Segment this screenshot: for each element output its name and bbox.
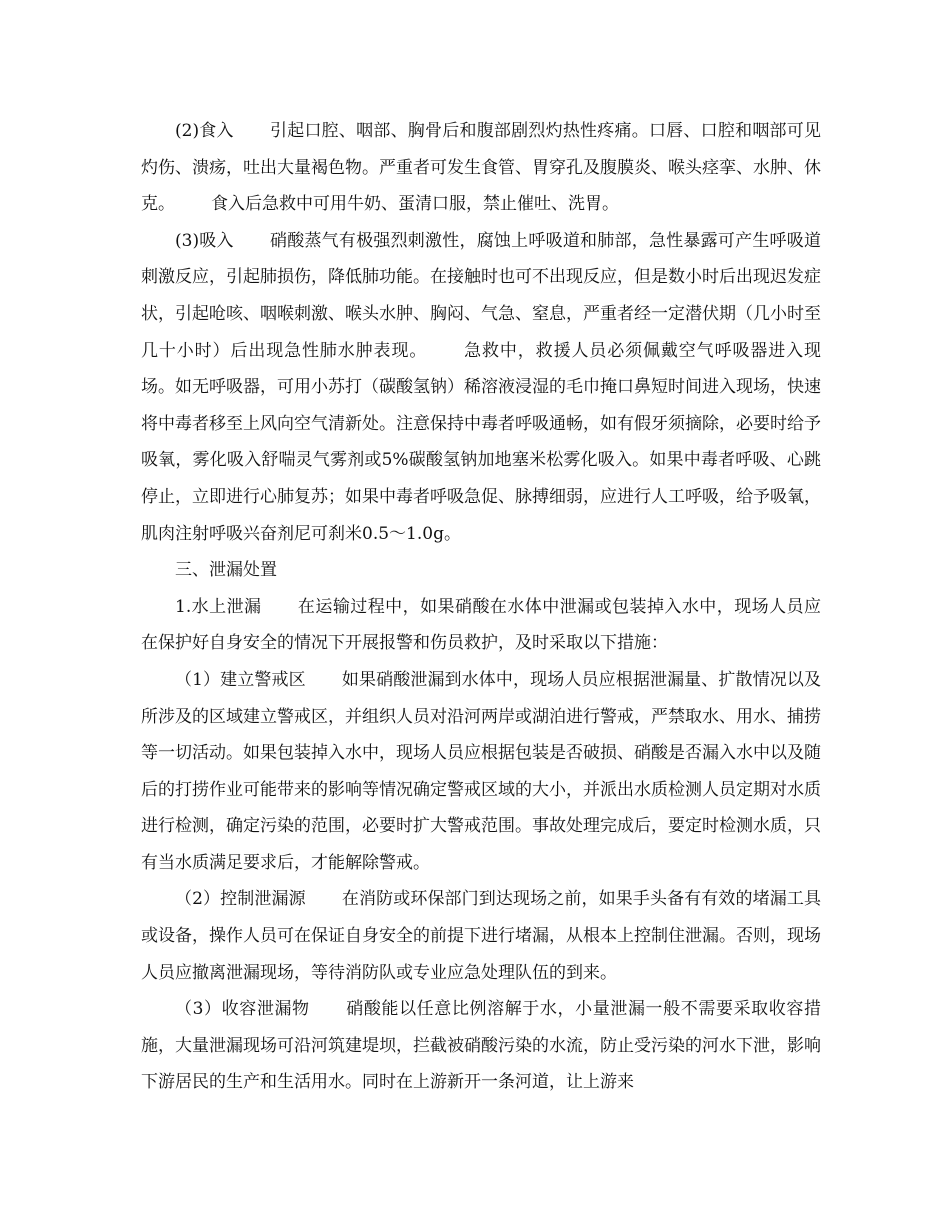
paragraph-control-source-text: 在消防或环保部门到达现场之前，如果手头备有有效的堵漏工具或设备，操作人员可在保证自身安全的前提下进行堵漏，从根本上控制住泄漏。否则，现场人员应撤离泄漏现场，等待消防队或专业应急处理队伍的到来。: [141, 889, 821, 983]
paragraph-ingestion-label: (2)食入: [175, 121, 234, 141]
paragraph-inhalation: [141, 223, 821, 552]
paragraph-contain-leak-text: 硝酸能以任意比例溶解于水，小量泄漏一般不需要采取收容措施，大量泄漏现场可沿河筑建堤坝，拦截被硝酸污染的水流，防止受污染的河水下泄，影响下游居民的生产和生活用水。同时在上游新开一条河道，让上游来: [141, 999, 821, 1093]
paragraph-water-leak: [141, 589, 821, 662]
paragraph-inhalation-text: 硝酸蒸气有极强烈刺激性，腐蚀上呼吸道和肺部，急性暴露可产生呼吸道刺激反应，引起肺损伤，降低肺功能。在接触时也可不出现反应，但是数小时后出现迟发症状，引起呛咳、咽喉刺激、喉头水肿、胸闷、气急、窒息，严重者经一定潜伏期（几小时至几十小时）后出现急性肺水肿表现。: [141, 230, 821, 361]
section-heading-leak-handling: [141, 552, 821, 589]
paragraph-water-leak-label: 1.水上泄漏: [175, 596, 262, 617]
paragraph-warning-zone-text: 如果硝酸泄漏到水体中，现场人员应根据泄漏量、扩散情况以及所涉及的区域建立警戒区，并组织人员对沿河两岸或湖泊进行警戒，严禁取水、用水、捕捞等一切活动。如果包装掉入水中，现场人员应根据包装是否破损、硝酸是否漏入水中以及随后的打捞作业可能带来的影响等情况确定警戒区域的大小，并派出水质检测人员定期对水质进行检测，确定污染的范围，必要时扩大警戒范围。事故处理完成后，要定时检测水质，只有当水质满足要求后，才能解除警戒。: [141, 669, 821, 873]
paragraph-contain-leak: [141, 991, 821, 1101]
paragraph-control-source-label: （2）控制泄漏源: [175, 889, 306, 910]
paragraph-control-source: [141, 881, 821, 991]
paragraph-water-leak-text: 在运输过程中，如果硝酸在水体中泄漏或包装掉入水中，现场人员应在保护好自身安全的情况下开展报警和伤员救护，及时采取以下措施：: [141, 596, 821, 654]
paragraph-inhalation-label: (3)吸入: [175, 230, 234, 251]
document-body: [141, 113, 821, 1101]
paragraph-ingestion-text: 引起口腔、咽部、胸骨后和腹部剧烈灼热性疼痛。口唇、口腔和咽部可见灼伤、溃疡，吐出大量褐色物。严重者可发生食管、胃穿孔及腹膜炎、喉头痉挛、水肿、休克。: [141, 121, 821, 215]
paragraph-ingestion-text-2: 食入后急救中可用牛奶、蛋清口服，禁止催吐、洗胃。: [211, 194, 619, 215]
paragraph-warning-zone: [141, 662, 821, 882]
section-heading-label: 三、泄漏处置: [175, 560, 277, 581]
paragraph-ingestion: [141, 113, 821, 223]
paragraph-contain-leak-label: （3）收容泄漏物: [175, 999, 310, 1020]
paragraph-warning-zone-label: （1）建立警戒区: [175, 669, 306, 690]
paragraph-inhalation-text-2: 急救中，救援人员必须佩戴空气呼吸器进入现场。如无呼吸器，可用小苏打（碳酸氢钠）稀溶液浸湿的毛巾掩口鼻短时间进入现场，快速将中毒者移至上风向空气清新处。注意保持中毒者呼吸通畅，如有假牙须摘除，必要时给予吸氧，雾化吸入舒喘灵气雾剂或5%碳酸氢钠加地塞米松雾化吸入。如果中毒者呼吸、心跳停止，立即进行心肺复苏；如果中毒者呼吸急促、脉搏细弱，应进行人工呼吸，给予吸氧，肌肉注射呼吸兴奋剂尼可刹米0.5～1.0g。: [141, 340, 822, 544]
